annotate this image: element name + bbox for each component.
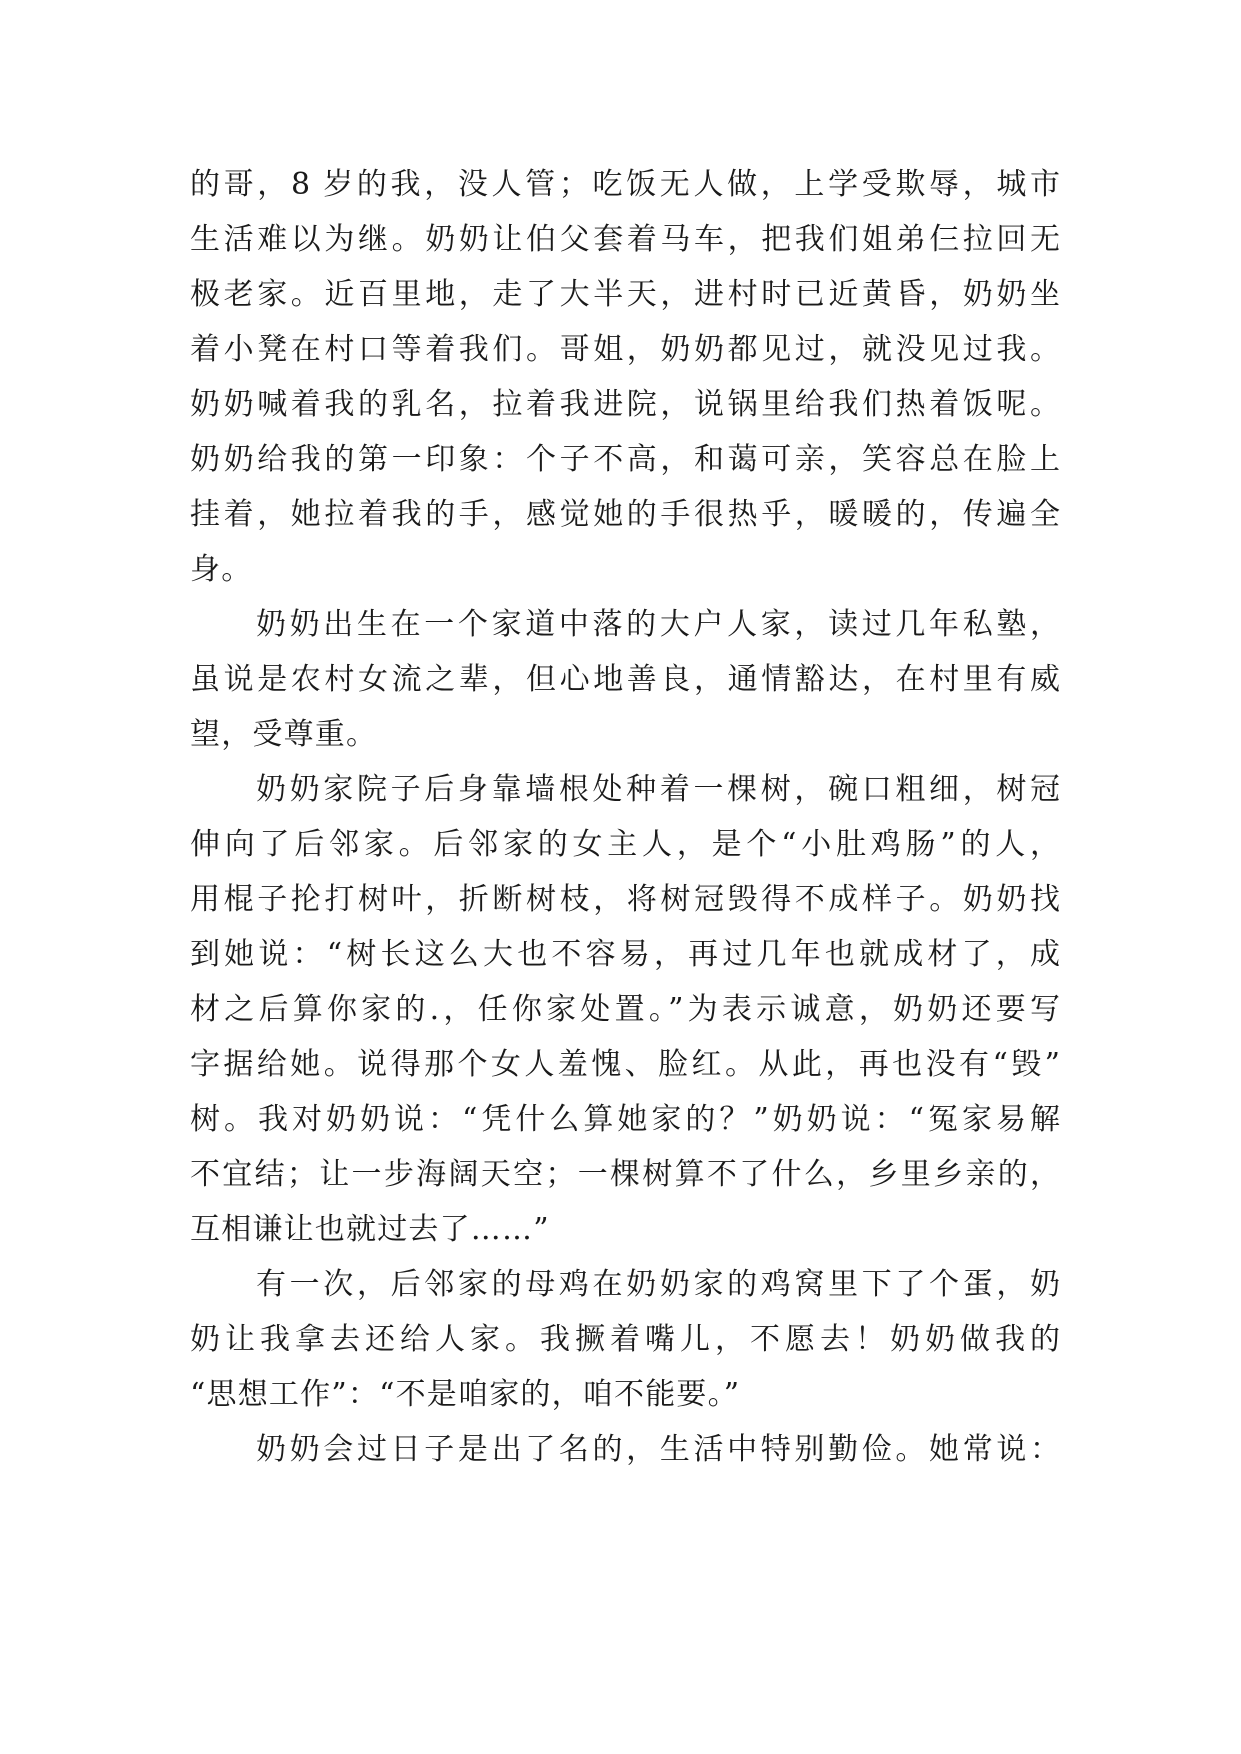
text-line: 有一次，后邻家的母鸡在奶奶家的鸡窝里下了个蛋，奶 [256,1267,1060,1302]
text-line: 奶奶家院子后身靠墙根处种着一棵树，碗口粗细，树冠 [256,772,1060,807]
text-line: 互相谦让也就过去了……” [190,1212,550,1247]
text-line: 伸向了后邻家。后邻家的女主人，是个“小肚鸡肠”的人， [190,827,1060,862]
text-line: 奶奶出生在一个家道中落的大户人家，读过几年私塾， [256,607,1060,642]
text-line: 生活难以为继。奶奶让伯父套着马车，把我们姐弟仨拉回无 [190,222,1060,257]
text-line: 用棍子抡打树叶，折断树枝，将树冠毁得不成样子。奶奶找 [190,882,1060,917]
text-line: 字据给她。说得那个女人羞愧、脸红。从此，再也没有“毁” [190,1047,1060,1082]
text-line: 奶让我拿去还给人家。我撅着嘴儿，不愿去！奶奶做我的 [190,1322,1060,1357]
text-line: 身。 [190,552,253,587]
text-line: “思想工作”：“不是咱家的，咱不能要。” [190,1377,741,1412]
text-line: 虽说是农村女流之辈，但心地善良，通情豁达，在村里有威 [190,662,1060,697]
text-line: 的哥，8 岁的我，没人管；吃饭无人做，上学受欺辱，城市 [190,167,1060,202]
body-text [190,157,1060,1477]
text-line: 极老家。近百里地，走了大半天，进村时已近黄昏，奶奶坐 [190,277,1060,312]
text-line: 材之后算你家的.，任你家处置。”为表示诚意，奶奶还要写 [190,992,1060,1027]
text-line: 奶奶会过日子是出了名的，生活中特别勤俭。她常说： [256,1432,1060,1467]
text-line: 不宜结；让一步海阔天空；一棵树算不了什么，乡里乡亲的， [190,1157,1060,1192]
text-line: 着小凳在村口等着我们。哥姐，奶奶都见过，就没见过我。 [190,332,1060,367]
text-line: 树。我对奶奶说：“凭什么算她家的？”奶奶说：“冤家易解 [190,1102,1060,1137]
text-line: 望，受尊重。 [190,717,378,752]
text-line: 挂着，她拉着我的手，感觉她的手很热乎，暖暖的，传遍全 [190,497,1060,532]
text-line: 奶奶给我的第一印象：个子不高，和蔼可亲，笑容总在脸上 [190,442,1060,477]
text-line: 到她说：“树长这么大也不容易，再过几年也就成材了，成 [190,937,1060,972]
text-line: 奶奶喊着我的乳名，拉着我进院，说锅里给我们热着饭呢。 [190,387,1060,422]
